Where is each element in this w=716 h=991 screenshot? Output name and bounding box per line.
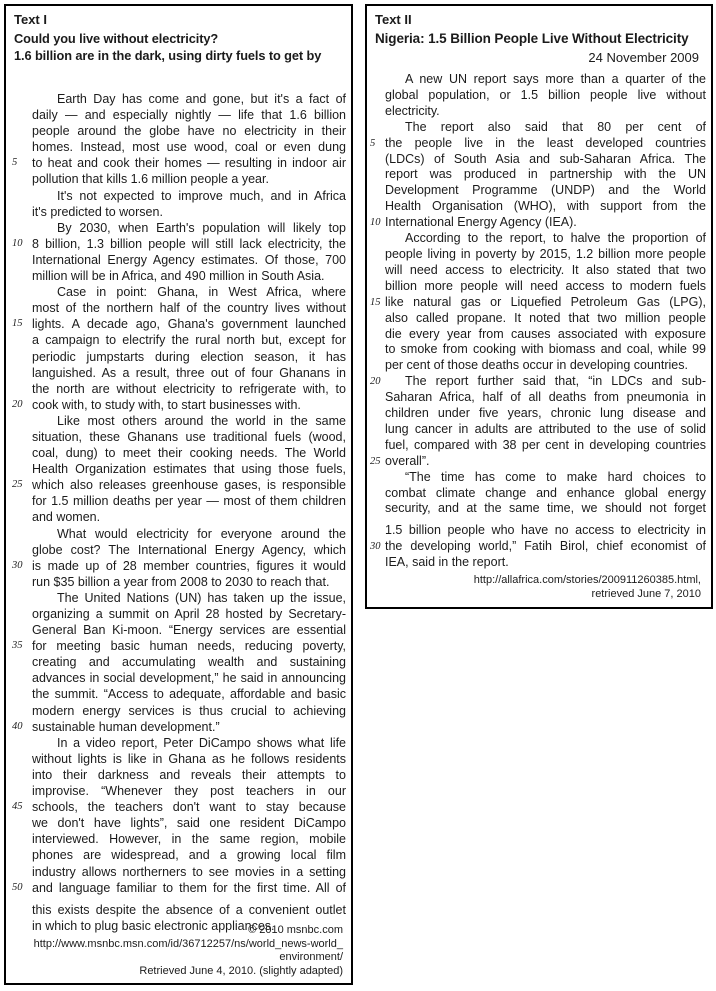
line-number	[367, 152, 385, 168]
line-text: According to the report, to halve the proportion of	[405, 231, 706, 246]
text2-box	[365, 4, 713, 609]
line-text: organizing a summit on April 28 hosted by Secretary-	[32, 607, 346, 621]
text-line	[6, 799, 351, 815]
line-text: also called propane. It noted that two million people	[385, 310, 706, 325]
line-text: combat climate change and enhance global energy	[385, 485, 706, 500]
line-number: 35	[12, 640, 23, 652]
line-number	[6, 751, 32, 767]
line-number	[367, 327, 385, 343]
line-number	[6, 252, 32, 268]
text-line	[6, 686, 351, 702]
source-line: environment/	[279, 951, 343, 963]
line-text: languished. As a result, three out of four Ghanans in	[32, 365, 346, 380]
text-line	[6, 300, 351, 316]
text-line	[6, 847, 351, 863]
line-text: it's predicted to worsen.	[32, 204, 163, 219]
line-number	[6, 686, 32, 702]
line-text: situation, these Ghanans use traditional fuels (wood,	[32, 429, 346, 444]
line-number: 15	[370, 296, 381, 308]
line-number	[6, 300, 32, 316]
text-line	[367, 454, 711, 470]
line-text: people living in poverty by 2015, 1.2 billion more people	[385, 246, 706, 261]
line-text: report was produced in partnership with the UN	[385, 167, 706, 182]
line-number	[367, 470, 385, 486]
line-number	[6, 284, 32, 300]
line-number	[367, 406, 385, 422]
text-line	[6, 783, 351, 799]
line-text: billion more people will need access to modern fuels	[385, 278, 706, 293]
line-text: advances in social development,” he said in announcing	[32, 671, 346, 686]
line-number	[367, 247, 385, 263]
line-number	[6, 349, 32, 365]
line-text: and women.	[32, 510, 101, 525]
line-text: phones are widespread, and a growing local film	[32, 848, 346, 863]
text-line	[6, 171, 351, 187]
line-number	[367, 279, 385, 295]
line-text: International Energy Agency (IEA).	[385, 215, 577, 230]
text-line	[6, 606, 351, 622]
source-line: http://www.msnbc.msn.com/id/36712257/ns/world_news-world_	[33, 937, 343, 950]
line-text: into their darkness and reveals their attempts to	[32, 767, 346, 782]
line-number	[6, 902, 32, 918]
text-line	[6, 815, 351, 831]
line-number: 30	[12, 559, 23, 571]
text1-box	[4, 4, 353, 985]
text-line	[367, 183, 711, 199]
line-number	[367, 231, 385, 247]
line-number	[6, 622, 32, 638]
text-line	[367, 374, 711, 390]
line-number	[6, 831, 32, 847]
line-number: 15	[12, 318, 23, 330]
text-line	[367, 199, 711, 215]
line-text: What would electricity for everyone around the	[57, 526, 346, 541]
text-line	[6, 107, 351, 123]
line-number	[6, 188, 32, 204]
line-number	[367, 72, 385, 88]
text-line	[367, 295, 711, 311]
text-line	[6, 902, 351, 918]
line-text: Like most others around the world in the same	[57, 413, 346, 428]
text-line	[6, 751, 351, 767]
line-text: coal, dung) to meet their cooking needs. The World	[32, 446, 346, 461]
line-number	[367, 486, 385, 502]
line-number	[6, 413, 32, 429]
line-number	[6, 139, 32, 155]
line-text: homes. Instead, most use wood, coal or even dung	[32, 140, 346, 155]
text-line	[6, 831, 351, 847]
text-line	[6, 349, 351, 365]
line-number: 20	[12, 398, 23, 410]
line-number	[6, 735, 32, 751]
line-text: electricity.	[385, 103, 440, 118]
line-text: in which to plug basic electronic appliances.	[32, 918, 275, 933]
line-number	[6, 381, 32, 397]
line-number	[6, 268, 32, 284]
text2-label: Text II	[375, 12, 412, 27]
text-line	[6, 413, 351, 429]
text-line	[6, 638, 351, 654]
line-number	[367, 88, 385, 104]
text-line	[367, 152, 711, 168]
text-line	[367, 247, 711, 263]
text-line	[6, 91, 351, 107]
line-number	[367, 183, 385, 199]
line-number	[6, 365, 32, 381]
line-text: we don't have lights”, said one resident DiCampo	[32, 816, 346, 831]
line-text: IEA, said in the report.	[385, 555, 509, 570]
text-line	[6, 493, 351, 509]
line-number	[6, 509, 32, 525]
source-line: Retrieved June 4, 2010. (slightly adapted)	[139, 964, 343, 977]
text-line	[367, 231, 711, 247]
line-text: The report also said that 80 per cent of	[405, 119, 706, 134]
text-line	[6, 703, 351, 719]
text-line	[6, 188, 351, 204]
line-text: Health Organization estimates that using those fuels,	[32, 462, 346, 477]
text-line	[367, 104, 711, 120]
line-text: cook with, to study with, to start businesses with.	[32, 397, 301, 412]
text-line	[367, 486, 711, 502]
line-text: pollution that kills 1.6 million people a year.	[32, 172, 269, 187]
line-number	[6, 493, 32, 509]
line-text: like natural gas or Liquefied Petroleum Gas (LPG),	[385, 294, 706, 309]
line-number	[367, 199, 385, 215]
line-text: a campaign to electrify the rural north but, except for	[32, 333, 346, 348]
text1-subheadline: 1.6 billion are in the dark, using dirty fuels to get by	[14, 48, 322, 63]
text-line	[367, 390, 711, 406]
text-line	[6, 477, 351, 493]
line-text: most of the northern half of the country lives without	[32, 301, 346, 316]
line-text: By 2030, when Earth's population will likely top	[57, 220, 346, 235]
line-number	[367, 501, 385, 517]
text2-source	[367, 574, 711, 603]
line-text: will need access to electricity. It also stated that two	[385, 262, 706, 277]
source-line: http://allafrica.com/stories/200911260385.html,	[473, 574, 701, 587]
line-text: General Ban Ki-moon. “Energy services are essential	[32, 623, 346, 638]
text-line	[6, 332, 351, 348]
line-number: 25	[370, 455, 381, 467]
line-text: “The time has come to make hard choices to	[405, 469, 706, 484]
text-line	[6, 220, 351, 236]
line-text: children under five years, chronic lung disease and	[385, 406, 706, 421]
text-line	[367, 311, 711, 327]
line-number	[6, 91, 32, 107]
line-number: 25	[12, 479, 23, 491]
text-line	[367, 438, 711, 454]
line-text: creating and accumulating wealth and sustaining	[32, 655, 346, 670]
line-number: 50	[12, 881, 23, 893]
text-line	[367, 470, 711, 486]
text-line	[367, 523, 711, 539]
text-line	[6, 204, 351, 220]
text-line	[6, 268, 351, 284]
text-line	[6, 542, 351, 558]
text-line	[367, 167, 711, 183]
text-line	[6, 252, 351, 268]
line-text: Saharan Africa, half of all deaths from pneumonia in	[385, 390, 706, 405]
text-line	[6, 864, 351, 880]
text-line	[367, 358, 711, 374]
line-number	[6, 332, 32, 348]
line-text: the summit. “Access to adequate, affordable and basic	[32, 687, 346, 702]
line-text: 8 billion, 1.3 billion people will still lack electricity, the	[32, 236, 346, 251]
text-line	[6, 526, 351, 542]
line-number	[6, 783, 32, 799]
line-text: industry allows northerners to see movies in a setting	[32, 864, 346, 879]
line-text: Case in point: Ghana, in West Africa, where	[57, 285, 346, 300]
text-line	[6, 123, 351, 139]
text-line	[367, 422, 711, 438]
text1-headline: Could you live without electricity?	[14, 31, 219, 46]
source-line: © 2010 msnbc.com	[248, 924, 343, 936]
line-number: 40	[12, 720, 23, 732]
line-number	[6, 429, 32, 445]
line-number	[367, 438, 385, 454]
line-number	[6, 542, 32, 558]
line-text: the people live in the least developed countries	[385, 135, 706, 150]
text2-date: 24 November 2009	[588, 50, 699, 65]
line-text: lights. A decade ago, Ghana's government launched	[32, 317, 346, 332]
line-number: 20	[370, 376, 381, 388]
line-text: International Energy Agency estimates. Of those, 700	[32, 252, 346, 267]
line-number	[367, 263, 385, 279]
text-line	[367, 120, 711, 136]
line-number	[6, 445, 32, 461]
line-number	[367, 390, 385, 406]
line-number	[6, 670, 32, 686]
line-number	[367, 555, 385, 571]
line-text: and language familiar to them for the first time. All of	[32, 880, 346, 895]
line-number	[367, 104, 385, 120]
line-number: 45	[12, 801, 23, 813]
text-line	[6, 365, 351, 381]
line-text: lung cancer in adults are attributed to the use of solid	[385, 421, 706, 436]
text-line	[6, 139, 351, 155]
line-number	[6, 204, 32, 220]
text-line	[367, 342, 711, 358]
text-line	[6, 558, 351, 574]
line-number: 30	[370, 541, 381, 553]
text-line	[6, 445, 351, 461]
line-number	[367, 120, 385, 136]
text-line	[6, 284, 351, 300]
text-line	[6, 155, 351, 171]
text-line	[367, 136, 711, 152]
text2-headline: Nigeria: 1.5 Billion People Live Without Electricity	[375, 31, 689, 46]
text-line	[367, 263, 711, 279]
text1-source	[14, 924, 343, 978]
text-line	[6, 397, 351, 413]
text-line	[367, 279, 711, 295]
text-line	[6, 381, 351, 397]
line-number	[6, 590, 32, 606]
line-text: run $35 billion a year from 2008 to 2030 to reach that.	[32, 574, 330, 589]
line-number	[6, 864, 32, 880]
text-line	[367, 406, 711, 422]
text-line	[367, 327, 711, 343]
text-line	[6, 590, 351, 606]
line-text: Earth Day has come and gone, but it's a fact of	[57, 92, 346, 106]
line-text: to heat and cook their homes — resulting in indoor air	[32, 156, 346, 171]
line-text: daily — and especially nightly — life that 1.6 billion	[32, 108, 346, 123]
line-text: modern energy services is thus crucial to achieving	[32, 703, 346, 718]
text-line	[6, 574, 351, 590]
line-text: million will be in Africa, and 490 million in South Asia.	[32, 269, 325, 284]
line-text: is made up of 28 member countries, figures it would	[32, 558, 346, 573]
text-line	[6, 735, 351, 751]
line-text: A new UN report says more than a quarter of the	[405, 72, 706, 86]
line-number: 10	[12, 237, 23, 249]
line-number: 10	[370, 217, 381, 229]
text-line	[367, 72, 711, 88]
line-text: Development Programme (UNDP) and the World	[385, 183, 706, 198]
line-text: which also releases greenhouse gases, is responsible	[32, 478, 346, 493]
text1-body	[6, 91, 351, 934]
text1-label: Text I	[14, 12, 47, 27]
line-number	[367, 167, 385, 183]
line-text: global population, or 1.5 billion people live without	[385, 87, 706, 102]
line-number	[367, 523, 385, 539]
line-number	[367, 311, 385, 327]
line-text: interviewed. However, in the same region, mobile	[32, 832, 346, 847]
line-text: the developing world,” Fatih Birol, chief economist of	[385, 539, 706, 554]
text-line	[6, 316, 351, 332]
line-number: 5	[370, 137, 376, 149]
text-line	[6, 509, 351, 525]
line-number	[6, 815, 32, 831]
line-text: for meeting basic human needs, reducing poverty,	[32, 639, 346, 654]
line-number	[6, 703, 32, 719]
line-text: for 1.5 million deaths per year — most of them children	[32, 494, 346, 509]
line-text: this exists despite the absence of a convenient outlet	[32, 902, 346, 917]
line-number	[6, 123, 32, 139]
line-number	[6, 847, 32, 863]
line-text: It's not expected to improve much, and in Africa	[57, 188, 346, 203]
text-line	[6, 429, 351, 445]
text-line	[6, 461, 351, 477]
line-text: die every year from causes associated with exposure	[385, 326, 706, 341]
line-text: In a video report, Peter DiCampo shows what life	[57, 735, 346, 750]
line-text: people around the globe have no electricity in their	[32, 124, 346, 139]
text-line	[367, 555, 711, 571]
line-number	[6, 461, 32, 477]
source-line: retrieved June 7, 2010	[591, 587, 701, 600]
line-text: per cent of those deaths occur in developing countries.	[385, 358, 688, 373]
line-text: sustainable human development.”	[32, 719, 220, 734]
line-number: 5	[12, 157, 18, 169]
line-number	[6, 220, 32, 236]
line-number	[6, 171, 32, 187]
line-text: The report further said that, “in LDCs and sub-	[405, 374, 706, 389]
text-line	[6, 670, 351, 686]
line-text: improvise. “Whenever they post teachers in our	[32, 784, 346, 799]
text2-body	[367, 72, 711, 571]
text-line	[367, 501, 711, 517]
line-number	[6, 574, 32, 590]
text-line	[6, 767, 351, 783]
text-line	[367, 539, 711, 555]
line-text: 1.5 billion people who have no access to electricity in	[385, 523, 706, 538]
text-line	[367, 88, 711, 104]
line-number	[367, 358, 385, 374]
line-text: the north are without electricity to refrigerate with, to	[32, 381, 346, 396]
line-text: to smoke from cooking with biomass and coal, while 99	[385, 342, 706, 357]
line-text: security, and at the same time, we should not forget	[385, 501, 706, 516]
line-number	[6, 654, 32, 670]
line-text: overall”.	[385, 453, 430, 468]
line-text: globe cost? The International Energy Agency, which	[32, 542, 346, 557]
text-line	[6, 654, 351, 670]
line-text: without lights is like in Ghana as he follows residents	[32, 751, 346, 766]
line-text: periodic jumpstarts during election season, it has	[32, 349, 346, 364]
line-text: fuel, compared with 38 per cent in developing countries	[385, 437, 706, 452]
text-line	[6, 236, 351, 252]
text-line	[6, 719, 351, 735]
line-number	[6, 606, 32, 622]
line-number	[367, 342, 385, 358]
text-line	[367, 215, 711, 231]
line-text: The United Nations (UN) has taken up the issue,	[57, 590, 346, 605]
line-number	[6, 767, 32, 783]
line-number	[6, 107, 32, 123]
line-number	[6, 526, 32, 542]
line-text: (LDCs) of South Asia and sub-Saharan Africa. The	[385, 151, 706, 166]
line-text: Health Organisation (WHO), with support from the	[385, 199, 706, 214]
text-line	[6, 880, 351, 896]
text-line	[6, 622, 351, 638]
line-text: schools, the teachers don't want to stay because	[32, 800, 346, 815]
line-number	[367, 422, 385, 438]
